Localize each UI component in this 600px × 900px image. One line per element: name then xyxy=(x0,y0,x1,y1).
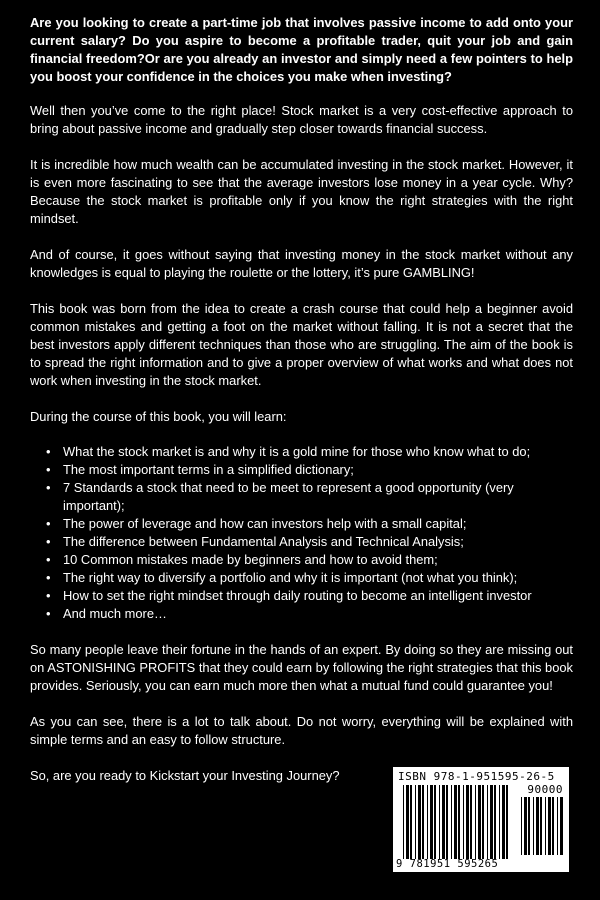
barcode-bar xyxy=(403,785,404,859)
barcode-bar xyxy=(521,797,522,855)
barcode-bar xyxy=(536,797,539,855)
closing-paragraph-2: As you can see, there is a lot to talk about. Do not worry, everything will be explained with simple terms and an easy to follow structure. xyxy=(30,714,573,747)
bullet-icon: • xyxy=(46,480,51,495)
closing-paragraph-1: So many people leave their fortune in the hands of an expert. By doing so they are missing out on ASTONISHING PROFITS that they could earn by following the right strategies that this book provides. Seriously, you can earn much more then what a mutual fund could guarantee you! xyxy=(30,642,573,693)
barcode-bar xyxy=(439,785,440,859)
list-item-text: And much more… xyxy=(63,606,167,621)
closing-question: So, are you ready to Kickstart your Investing Journey? xyxy=(30,768,340,783)
learn-list xyxy=(30,443,573,623)
isbn-barcode xyxy=(393,767,569,872)
list-item xyxy=(46,479,573,515)
barcode-bar xyxy=(446,785,448,859)
price-code: 90000 xyxy=(527,783,563,796)
intro-paragraph: Are you looking to create a part-time job that involves passive income to add onto your current salary? Do you aspire to become a profitable trader, quit your job and gain financial freedom?Or are you already an investor and simply need a few pointers to help you boost your confidence in the choices you make when investing? xyxy=(30,15,573,84)
barcode-bar xyxy=(415,785,416,859)
list-item xyxy=(46,515,573,533)
list-item-text: The most important terms in a simplified dictionary; xyxy=(63,462,354,477)
barcode-bar xyxy=(475,785,476,859)
bullet-icon: • xyxy=(46,444,51,459)
barcode-bar xyxy=(410,785,412,859)
barcode-bar xyxy=(482,785,484,859)
barcode-bar xyxy=(548,797,551,855)
barcode-bar xyxy=(545,797,546,855)
barcode-bar xyxy=(490,785,493,859)
paragraph-2: It is incredible how much wealth can be accumulated investing in the stock market. However, it is even more fascinating to see that the average investors lose money in a year cycle. Why? Because the stock market is profitable only if you know the right strategies with the right mindset. xyxy=(30,157,573,226)
list-item xyxy=(46,551,573,569)
list-item-text: The difference between Fundamental Analysis and Technical Analysis; xyxy=(63,534,464,549)
barcode-bar xyxy=(478,785,481,859)
barcode-bar xyxy=(418,785,421,859)
list-item xyxy=(46,569,573,587)
barcode-digits: 9 781951 595265 xyxy=(396,858,499,870)
bullet-icon: • xyxy=(46,570,51,585)
barcode-bar xyxy=(487,785,488,859)
barcode-bar xyxy=(422,785,424,859)
barcode-bar xyxy=(406,785,409,859)
list-item xyxy=(46,605,573,623)
barcode-bar xyxy=(533,797,534,855)
bullet-icon: • xyxy=(46,588,51,603)
paragraph-3: And of course, it goes without saying that investing money in the stock market without any knowledges is equal to playing the roulette or the lottery, it’s pure GAMBLING! xyxy=(30,247,573,280)
list-item-text: The right way to diversify a portfolio and why it is important (not what you think); xyxy=(63,570,518,585)
list-item xyxy=(46,443,573,461)
isbn-label: ISBN 978-1-951595-26-5 xyxy=(398,770,555,783)
barcode-bar xyxy=(430,785,433,859)
learn-heading: During the course of this book, you will learn: xyxy=(30,409,287,424)
barcode-bar xyxy=(540,797,542,855)
barcode-bar xyxy=(499,785,500,859)
barcode-bar xyxy=(463,785,464,859)
bullet-icon: • xyxy=(46,552,51,567)
list-item-text: 10 Common mistakes made by beginners and how to avoid them; xyxy=(63,552,438,567)
bullet-icon: • xyxy=(46,516,51,531)
list-item-text: 7 Standards a stock that need to be meet to represent a good opportunity (very important); xyxy=(63,480,514,513)
barcode-bar xyxy=(451,785,452,859)
list-item-text: The power of leverage and how can investors help with a small capital; xyxy=(63,516,467,531)
cover-text xyxy=(30,14,573,803)
barcode-bar xyxy=(427,785,428,859)
bullet-icon: • xyxy=(46,462,51,477)
barcode-bar xyxy=(494,785,496,859)
barcode-bar xyxy=(466,785,469,859)
bullet-icon: • xyxy=(46,606,51,621)
list-item xyxy=(46,587,573,605)
barcode-bar xyxy=(454,785,457,859)
barcode-bar xyxy=(502,785,505,859)
bullet-icon: • xyxy=(46,534,51,549)
barcode-bar xyxy=(560,797,563,855)
barcode-bar xyxy=(557,797,558,855)
barcode-bar xyxy=(442,785,445,859)
list-item-text: How to set the right mindset through daily routing to become an intelligent investor xyxy=(63,588,532,603)
paragraph-4: This book was born from the idea to create a crash course that could help a beginner avoid common mistakes and getting a foot on the market without falling. It is not a secret that the best investors apply different techniques than those who are struggling. The aim of the book is to spread the right information and to give a proper overview of what works and what does not work when investing in the stock market. xyxy=(30,301,573,388)
barcode-bar xyxy=(552,797,554,855)
barcode-bar xyxy=(470,785,472,859)
barcode-bar xyxy=(434,785,436,859)
list-item xyxy=(46,533,573,551)
barcode-bar xyxy=(506,785,508,859)
barcode-bar xyxy=(528,797,530,855)
barcode-bars xyxy=(393,767,569,872)
barcode-bar xyxy=(524,797,527,855)
list-item xyxy=(46,461,573,479)
list-item-text: What the stock market is and why it is a gold mine for those who know what to do; xyxy=(63,444,531,459)
barcode-bar xyxy=(458,785,460,859)
paragraph-1: Well then you’ve come to the right place! Stock market is a very cost-effective approach to bring about passive income and gradually step closer towards financial success. xyxy=(30,103,573,136)
